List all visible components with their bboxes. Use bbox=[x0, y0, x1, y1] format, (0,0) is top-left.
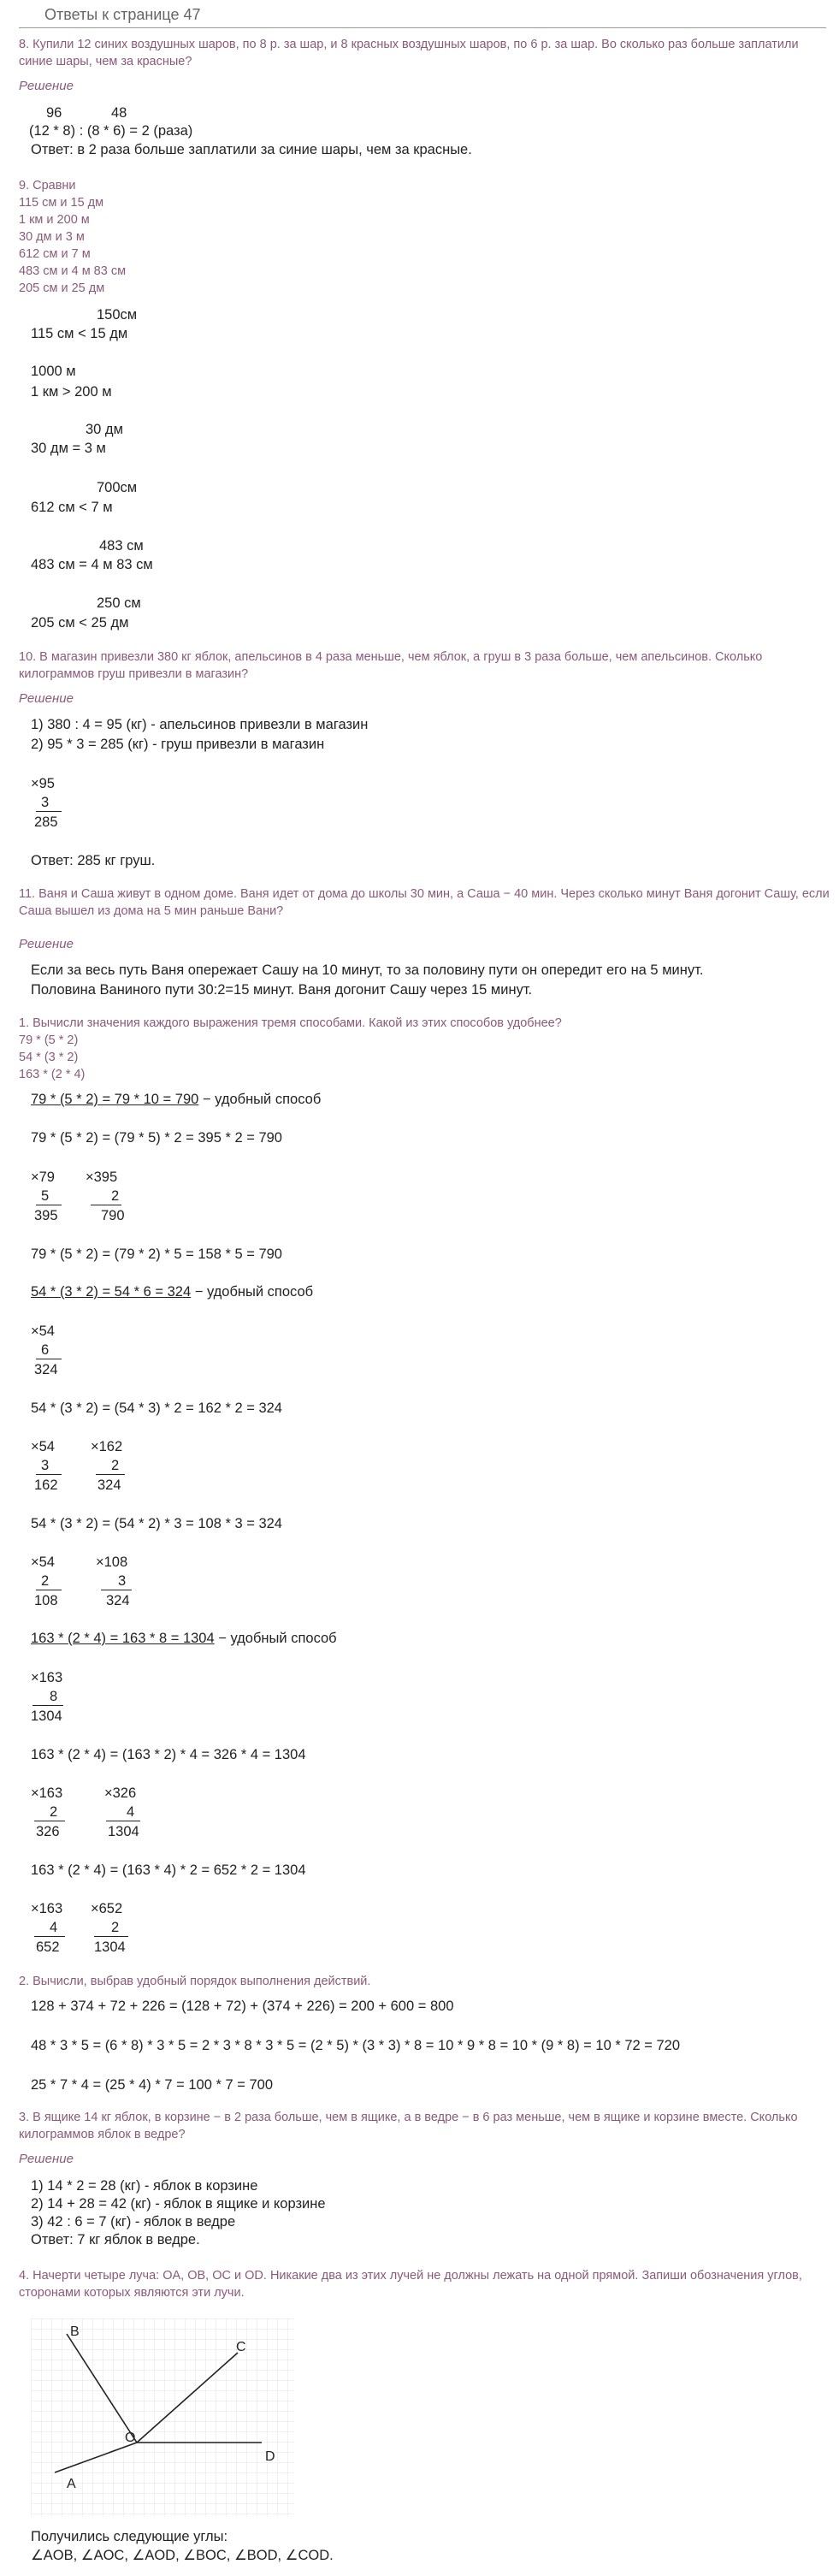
task-8-question: 8. Купили 12 синих воздушных шаров, по 8 р. за шар, и 8 красных воздушных шаров, по 6 р. за шар. Во сколько раз больше заплатили синие шары, чем за красные? bbox=[19, 38, 799, 68]
task-9-sup: 30 дм bbox=[86, 422, 123, 437]
problem-1-expression: 54 * (3 * 2) bbox=[19, 1051, 79, 1064]
column-395-top: ×395 bbox=[86, 1170, 118, 1185]
task-9-sup: 700см bbox=[97, 480, 138, 495]
page-title: Ответы к странице 47 bbox=[44, 6, 201, 23]
problem-3-step-2: 2) 14 + 28 = 42 (кг) - яблок в ящике и корзине bbox=[31, 2196, 326, 2212]
page-header bbox=[19, 5, 826, 28]
task-8-value-48: 48 bbox=[111, 105, 127, 121]
column-54-result: 324 bbox=[34, 1362, 58, 1377]
column-326-mult: 4 bbox=[127, 1804, 135, 1820]
task-9-item: 30 дм и 3 м bbox=[19, 230, 85, 244]
task-9-question: 9. Сравни bbox=[19, 179, 76, 192]
column-652-top: ×652 bbox=[91, 1901, 123, 1916]
calc-163-way-3: 163 * (2 * 4) = (163 * 4) * 2 = 652 * 2 = 1304 bbox=[31, 1862, 306, 1878]
problem-2-line-3: 25 * 7 * 4 = (25 * 4) * 7 = 100 * 7 = 700 bbox=[31, 2077, 273, 2093]
column-163-result: 326 bbox=[36, 1824, 60, 1839]
task-9-compare: 483 см = 4 м 83 см bbox=[31, 557, 153, 572]
problem-2-question: 2. Вычисли, выбрав удобный порядок выполнения действий. bbox=[19, 1975, 371, 1988]
problem-3-answer: Ответ: 7 кг яблок в ведре. bbox=[31, 2232, 200, 2247]
task-8-expression: (12 * 8) : (8 * 6) = 2 (раза) bbox=[29, 123, 193, 139]
task-10-step-1: 1) 380 : 4 = 95 (кг) - апельсинов привезли в магазин bbox=[31, 717, 369, 732]
task-10-solution-label: Решение bbox=[19, 691, 74, 706]
column-54-result: 108 bbox=[34, 1593, 58, 1608]
column-54-mult: 6 bbox=[41, 1342, 50, 1358]
calc-163-convenient: 163 * (2 * 4) = 163 * 8 = 1304 − удобный способ bbox=[31, 1631, 337, 1646]
task-10-column-mult: 3 bbox=[41, 795, 50, 810]
column-79-mult: 5 bbox=[41, 1188, 50, 1204]
problem-2-line-2: 48 * 3 * 5 = (6 * 8) * 3 * 5 = 2 * 3 * 8 * 3 * 5 = (2 * 5) * (3 * 3) * 8 = 10 * 9 * 8 = 10 * (9 * 8) = 10 * 72 = 720 bbox=[31, 2038, 681, 2053]
column-54-top: ×54 bbox=[31, 1554, 55, 1570]
task-11-question: 11. Ваня и Саша живут в одном доме. Ваня идет от дома до школы 30 мин, а Саша − 40 мин. Через сколько минут Ваня догонит Сашу, если Саша вышел из дома на 5 мин раньше Вани? bbox=[19, 887, 830, 918]
task-8-value-96: 96 bbox=[46, 105, 62, 121]
problem-3-step-3: 3) 42 : 6 = 7 (кг) - яблок в ведре bbox=[31, 2214, 236, 2230]
task-9-item: 612 см и 7 м bbox=[19, 247, 91, 261]
column-163-mult: 8 bbox=[50, 1689, 58, 1704]
column-652-result: 1304 bbox=[94, 1939, 126, 1955]
task-10-step-2: 2) 95 * 3 = 285 (кг) - груш привезли в магазин bbox=[31, 737, 325, 752]
task-11-solution-label: Решение bbox=[19, 937, 74, 951]
task-9-item: 1 км и 200 м bbox=[19, 213, 90, 227]
column-326-top: ×326 bbox=[104, 1785, 137, 1801]
task-9-compare: 1 км > 200 м bbox=[31, 384, 112, 400]
label-d: D bbox=[265, 2449, 275, 2464]
task-11-line-1: Если за весь путь Ваня опережает Сашу на 10 минут, то за половину пути он опередит его на 5 минут. bbox=[31, 962, 704, 978]
calc-79-convenient: 79 * (5 * 2) = 79 * 10 = 790 − удобный способ bbox=[31, 1092, 322, 1107]
problem-4-angles: ∠AOB, ∠AOC, ∠AOD, ∠BOC, ∠BOD, ∠COD. bbox=[31, 2548, 334, 2563]
column-108-result: 324 bbox=[106, 1593, 130, 1608]
task-11-line-2: Половина Ваниного пути 30:2=15 минут. Ваня догонит Сашу через 15 минут. bbox=[31, 982, 533, 998]
problem-3-step-1: 1) 14 * 2 = 28 (кг) - яблок в корзине bbox=[31, 2178, 258, 2194]
task-9-compare: 115 см < 15 дм bbox=[31, 326, 128, 341]
calc-163-way-2: 163 * (2 * 4) = (163 * 2) * 4 = 326 * 4 = 1304 bbox=[31, 1747, 306, 1762]
problem-1-question: 1. Вычисли значения каждого выражения тремя способами. Какой из этих способов удобнее? bbox=[19, 1016, 562, 1030]
problem-3-question: 3. В ящике 14 кг яблок, в корзине − в 2 раза больше, чем в ящике, а в ведре − в 6 раз меньше, чем в ящике и корзине вместе. Сколько килограммов яблок в ведре? bbox=[19, 2111, 798, 2141]
task-9-compare: 205 см < 25 дм bbox=[31, 615, 129, 631]
rays-diagram bbox=[31, 2318, 304, 2524]
calc-79-way-2: 79 * (5 * 2) = (79 * 5) * 2 = 395 * 2 = 790 bbox=[31, 1130, 282, 1146]
task-9-sup: 1000 м bbox=[31, 364, 76, 379]
column-162-result: 324 bbox=[97, 1477, 121, 1493]
column-163-top: ×163 bbox=[31, 1785, 63, 1801]
column-79-top: ×79 bbox=[31, 1170, 55, 1185]
task-9-item: 483 см и 4 м 83 см bbox=[19, 264, 127, 278]
task-10-answer: Ответ: 285 кг груш. bbox=[31, 853, 156, 868]
task-9-compare: 612 см < 7 м bbox=[31, 500, 113, 515]
task-8-solution-label: Решение bbox=[19, 79, 74, 93]
column-163-top: ×163 bbox=[31, 1901, 63, 1916]
column-54-top: ×54 bbox=[31, 1324, 55, 1339]
problem-4-result: Получились следующие углы: bbox=[31, 2529, 228, 2544]
task-9-compare: 30 дм = 3 м bbox=[31, 441, 106, 456]
column-108-top: ×108 bbox=[96, 1554, 128, 1570]
column-162-mult: 2 bbox=[111, 1458, 120, 1473]
task-10-question: 10. В магазин привезли 380 кг яблок, апельсинов в 4 раза меньше, чем яблок, а груш в 3 раза больше, чем апельсинов. Сколько килограммов груш привезли в магазин? bbox=[19, 650, 763, 681]
task-9-sup: 483 см bbox=[99, 538, 144, 554]
problem-3-solution-label: Решение bbox=[19, 2152, 74, 2166]
problem-1-expression: 163 * (2 * 4) bbox=[19, 1068, 86, 1081]
column-163-result: 1304 bbox=[31, 1708, 62, 1724]
column-54-mult: 3 bbox=[41, 1458, 50, 1473]
column-54-mult: 2 bbox=[41, 1573, 50, 1589]
label-b: B bbox=[70, 2324, 80, 2339]
column-652-mult: 2 bbox=[111, 1920, 120, 1935]
column-54-top: ×54 bbox=[31, 1439, 55, 1454]
column-108-mult: 3 bbox=[118, 1573, 127, 1589]
label-c: C bbox=[236, 2340, 246, 2354]
calc-54-way-3: 54 * (3 * 2) = (54 * 2) * 3 = 108 * 3 = 324 bbox=[31, 1516, 282, 1531]
column-163-result: 652 bbox=[36, 1939, 60, 1955]
task-10-column-top: ×95 bbox=[31, 776, 55, 791]
task-9-sup: 150см bbox=[97, 307, 138, 323]
column-54-result: 162 bbox=[34, 1477, 58, 1493]
column-395-result: 790 bbox=[101, 1208, 125, 1223]
problem-4-question: 4. Начерти четыре луча: OA, OB, OC и OD. Никакие два из этих лучей не должны лежать на одной прямой. Запиши обозначения углов, сторонами которых являются эти лучи. bbox=[19, 2269, 802, 2300]
column-395-mult: 2 bbox=[111, 1188, 120, 1204]
task-8-answer: Ответ: в 2 раза больше заплатили за синие шары, чем за красные. bbox=[31, 142, 472, 157]
label-o: O bbox=[125, 2431, 136, 2445]
column-326-result: 1304 bbox=[108, 1824, 139, 1839]
label-a: A bbox=[67, 2477, 76, 2491]
problem-2-line-1: 128 + 374 + 72 + 226 = (128 + 72) + (374 + 226) = 200 + 600 = 800 bbox=[31, 1999, 454, 2014]
task-9-item: 115 см и 15 дм bbox=[19, 196, 104, 210]
column-163-mult: 2 bbox=[50, 1804, 58, 1820]
column-79-result: 395 bbox=[34, 1208, 58, 1223]
calc-79-way-3: 79 * (5 * 2) = (79 * 2) * 5 = 158 * 5 = 790 bbox=[31, 1247, 282, 1262]
problem-1-expression: 79 * (5 * 2) bbox=[19, 1033, 79, 1047]
task-9-item: 205 см и 25 дм bbox=[19, 281, 105, 295]
calc-54-convenient: 54 * (3 * 2) = 54 * 6 = 324 − удобный способ bbox=[31, 1284, 314, 1300]
column-163-mult: 4 bbox=[50, 1920, 58, 1935]
calc-54-way-2: 54 * (3 * 2) = (54 * 3) * 2 = 162 * 2 = 324 bbox=[31, 1401, 282, 1416]
column-163-top: ×163 bbox=[31, 1670, 63, 1685]
column-162-top: ×162 bbox=[91, 1439, 123, 1454]
task-9-sup: 250 см bbox=[97, 595, 141, 611]
task-10-column-result: 285 bbox=[34, 814, 58, 830]
